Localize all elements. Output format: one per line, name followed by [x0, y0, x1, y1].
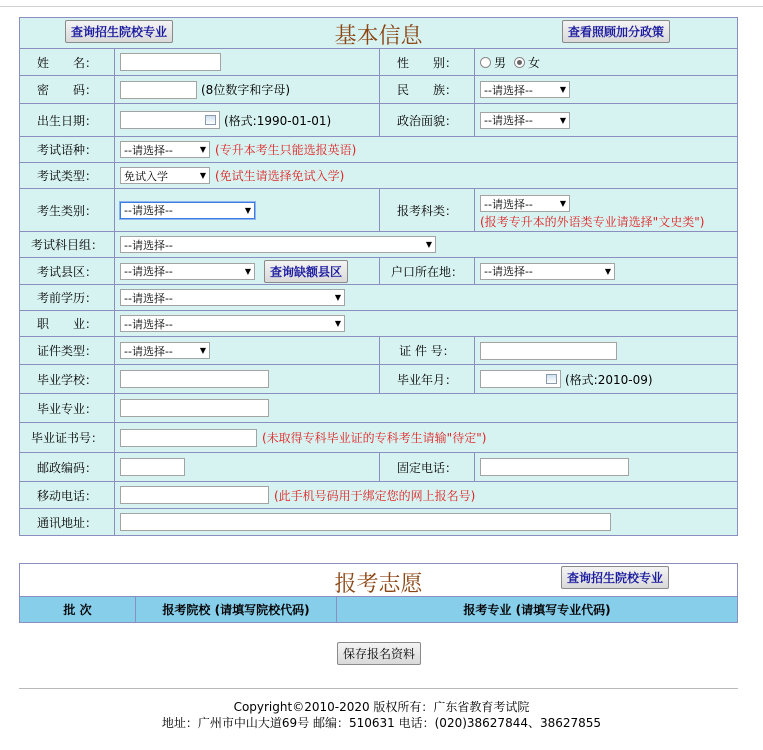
- gradym-label: 毕业年月：: [380, 365, 475, 393]
- lang-hint: (专升本考生只能选报英语): [215, 143, 357, 157]
- phone-label: 固定电话：: [380, 453, 475, 481]
- cert-input[interactable]: [120, 429, 257, 447]
- footer-copyright: Copyright©2010-2020 版权所有：广东省教育考试院: [233, 700, 530, 714]
- idno-input[interactable]: [480, 342, 617, 360]
- col-school: 报考院校 (请填写院校代码): [136, 597, 337, 622]
- edu-select[interactable]: --请选择-- ▼: [120, 289, 345, 306]
- idtype-label: 证件类型：: [20, 337, 115, 364]
- politics-select[interactable]: --请选择-- ▼: [480, 112, 570, 129]
- cert-hint: (未取得专科毕业证的专科考生请输"待定"): [262, 431, 487, 445]
- district-label: 考试县区：: [20, 258, 115, 284]
- row-category: [20, 189, 737, 232]
- basic-info-header: [20, 18, 737, 49]
- gradym-hint: (格式:2010-09): [565, 372, 653, 387]
- subject-label: 报考科类：: [380, 189, 475, 231]
- basic-info-panel: [19, 17, 738, 536]
- row-major: [20, 394, 737, 423]
- row-job: [20, 311, 737, 337]
- job-label: 职 业：: [20, 311, 115, 336]
- subject-hint: (报考专升本的外语类专业请选择"文史类"): [480, 215, 705, 229]
- address-label: 通讯地址：: [20, 509, 115, 535]
- idno-label: 证 件 号：: [380, 337, 475, 364]
- footer-divider: [19, 688, 738, 689]
- examtype-hint: (免试生请选择免试入学): [215, 169, 345, 183]
- group-select[interactable]: --请选择-- ▼: [120, 236, 436, 253]
- address-input[interactable]: [120, 513, 611, 531]
- job-select[interactable]: --请选择-- ▼: [120, 315, 345, 332]
- row-language: [20, 137, 737, 163]
- lang-label: 考试语种：: [20, 137, 115, 162]
- name-label: 姓 名：: [20, 49, 115, 75]
- col-major: 报考专业 (请填写专业代码): [463, 603, 611, 617]
- save-button[interactable]: 保存报名资料: [337, 642, 421, 665]
- birth-date-input[interactable]: [120, 111, 220, 129]
- row-mobile: [20, 482, 737, 509]
- row-education: [20, 285, 737, 311]
- calendar-icon[interactable]: [205, 115, 216, 125]
- col-batch: 批 次: [20, 597, 136, 622]
- ethnic-select[interactable]: --请选择-- ▼: [480, 81, 570, 98]
- school-label: 毕业学校：: [20, 365, 115, 393]
- row-name: [20, 49, 737, 76]
- district-select[interactable]: --请选择-- ▼: [120, 263, 255, 280]
- row-address: [20, 509, 737, 535]
- gender-male-label: 男: [494, 55, 507, 70]
- mobile-hint: (此手机号码用于绑定您的网上报名号): [274, 488, 476, 503]
- examtype-label: 考试类型：: [20, 163, 115, 188]
- row-certificate: [20, 423, 737, 453]
- group-label: 考试科目组：: [20, 232, 115, 257]
- row-district: [20, 258, 737, 285]
- footer-address: 地址：广州市中山大道69号 邮编：510631 电话：(020)38627844、38627855: [161, 716, 602, 730]
- gender-female-label: 女: [528, 55, 541, 70]
- row-subject-group: [20, 232, 737, 258]
- password-input[interactable]: [120, 81, 197, 99]
- calendar-icon[interactable]: [546, 374, 557, 384]
- edu-label: 考前学历：: [20, 285, 115, 310]
- row-zip: [20, 453, 737, 482]
- mobile-label: 移动电话：: [20, 482, 115, 508]
- major-label: 毕业专业：: [20, 394, 115, 422]
- mobile-input[interactable]: [120, 486, 269, 504]
- lang-select[interactable]: --请选择-- ▼: [120, 141, 210, 158]
- gender-female-radio[interactable]: [514, 57, 525, 68]
- volunteer-table-header: [20, 597, 737, 622]
- gender-male-radio[interactable]: [480, 57, 491, 68]
- hukou-label: 户口所在地：: [380, 258, 475, 284]
- row-school: [20, 365, 737, 394]
- examtype-select[interactable]: 免试入学 ▼: [120, 167, 210, 184]
- row-password: [20, 76, 737, 104]
- politics-label: 政治面貌：: [380, 104, 475, 136]
- query-district-button[interactable]: 查询缺额县区: [264, 260, 348, 283]
- zip-label: 邮政编码：: [20, 453, 115, 481]
- birth-label: 出生日期：: [20, 104, 115, 136]
- policy-button[interactable]: 查看照顾加分政策: [562, 20, 670, 43]
- basic-info-title: 基本信息: [334, 24, 423, 49]
- ethnic-label: 民 族：: [380, 76, 475, 103]
- volunteer-title: 报考志愿: [334, 572, 423, 597]
- category-label: 考生类别：: [20, 189, 115, 231]
- gradym-input[interactable]: [480, 370, 561, 388]
- cert-label: 毕业证书号：: [20, 423, 115, 452]
- gender-label: 性 别：: [380, 49, 475, 75]
- birth-hint: (格式:1990-01-01): [224, 113, 332, 128]
- volunteer-query-school-button[interactable]: 查询招生院校专业: [561, 566, 669, 589]
- password-label: 密 码：: [20, 76, 115, 103]
- phone-input[interactable]: [480, 458, 629, 476]
- volunteer-header: [20, 564, 737, 597]
- top-divider: [0, 6, 763, 7]
- query-school-button[interactable]: 查询招生院校专业: [65, 20, 173, 43]
- row-birth: [20, 104, 737, 137]
- row-id: [20, 337, 737, 365]
- idtype-select[interactable]: --请选择-- ▼: [120, 342, 210, 359]
- volunteer-panel: [19, 563, 738, 623]
- major-input[interactable]: [120, 399, 269, 417]
- password-hint: (8位数字和字母): [201, 83, 290, 97]
- subject-select[interactable]: --请选择-- ▼: [480, 195, 570, 212]
- school-input[interactable]: [120, 370, 269, 388]
- hukou-select[interactable]: --请选择-- ▼: [480, 263, 615, 280]
- name-input[interactable]: [120, 53, 221, 71]
- category-select[interactable]: --请选择-- ▼: [120, 202, 255, 219]
- zip-input[interactable]: [120, 458, 185, 476]
- row-exam-type: [20, 163, 737, 189]
